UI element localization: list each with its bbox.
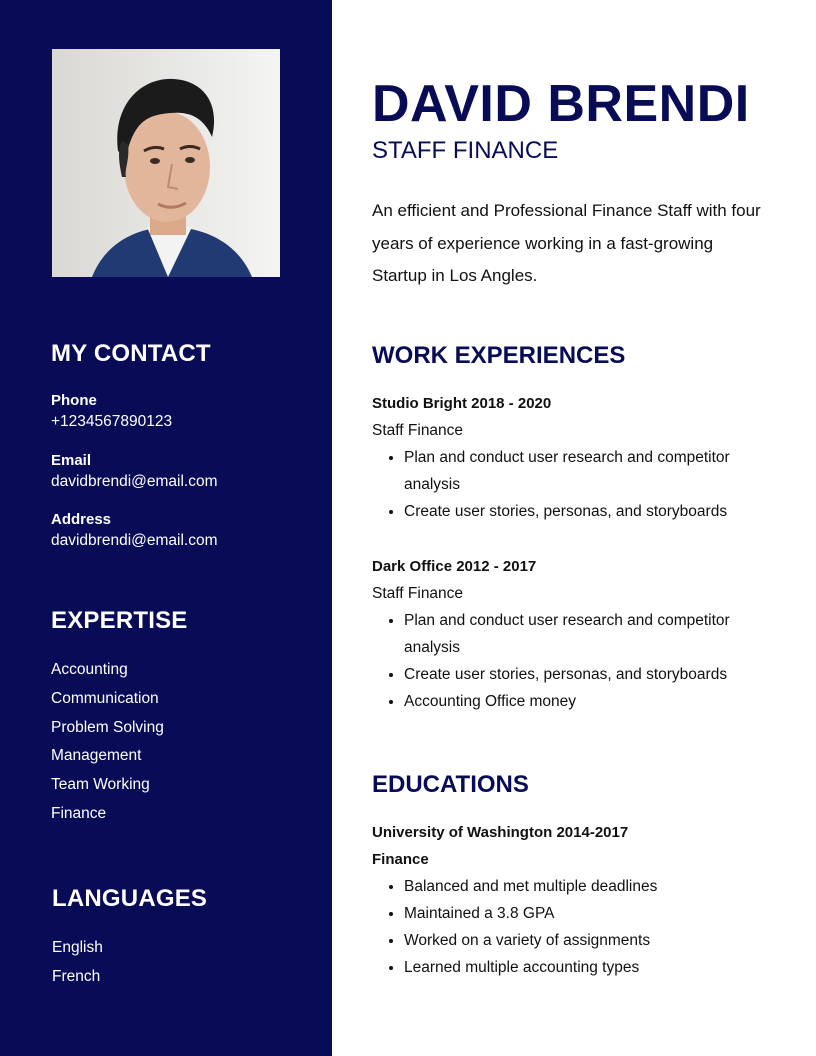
profile-summary: An efficient and Professional Finance Staff with four years of experience working in a fast-growing Startup in Los Angles. bbox=[372, 201, 761, 285]
expertise-item: Problem Solving bbox=[51, 718, 164, 736]
job-entry bbox=[372, 553, 772, 715]
languages-list bbox=[52, 934, 103, 992]
job-role: Staff Finance bbox=[372, 585, 464, 602]
job-entry bbox=[372, 390, 772, 525]
bullet-item: • Accounting Office money bbox=[404, 688, 772, 715]
bullet-item: • Learned multiple accounting types bbox=[404, 954, 772, 981]
job-company: Studio Bright 2018 - 2020 bbox=[372, 395, 552, 412]
job-company: Dark Office 2012 - 2017 bbox=[372, 558, 537, 575]
expertise-item: Team Working bbox=[51, 776, 150, 794]
languages-heading: LANGUAGES bbox=[52, 885, 208, 912]
education-bullets bbox=[372, 873, 772, 981]
language-item: English bbox=[52, 939, 103, 956]
language-item: French bbox=[52, 967, 101, 985]
expertise-item: Management bbox=[51, 747, 142, 765]
job-bullets bbox=[372, 444, 772, 525]
work-heading: WORK EXPERIENCES bbox=[372, 342, 626, 369]
field-of-study: Finance bbox=[372, 851, 429, 868]
job-role: Staff Finance bbox=[372, 422, 464, 439]
bullet-item: • Maintained a 3.8 GPA bbox=[404, 900, 772, 927]
bullet-item: • Worked on a variety of assignments bbox=[404, 927, 772, 954]
expertise-item: Finance bbox=[51, 804, 107, 822]
phone-block bbox=[51, 391, 172, 433]
education-entry bbox=[372, 819, 772, 981]
bullet-item: • Balanced and met multiple deadlines bbox=[404, 873, 772, 900]
expertise-list bbox=[51, 656, 164, 829]
email-block bbox=[51, 451, 218, 493]
address-label: Address bbox=[51, 511, 112, 528]
profile-photo bbox=[52, 49, 280, 277]
expertise-heading: EXPERTISE bbox=[51, 607, 188, 634]
school-name: University of Washington 2014-2017 bbox=[372, 824, 629, 841]
job-bullets bbox=[372, 607, 772, 715]
address-value: davidbrendi@email.com bbox=[51, 532, 218, 549]
email-label: Email bbox=[51, 452, 92, 469]
bullet-item: • Create user stories, personas, and storyboards bbox=[404, 661, 772, 688]
education-heading: EDUCATIONS bbox=[372, 771, 529, 798]
bullet-item: • Plan and conduct user research and competitor analysis bbox=[404, 444, 772, 498]
address-block bbox=[51, 510, 218, 552]
portrait-icon bbox=[52, 49, 280, 277]
expertise-item: Communication bbox=[51, 689, 159, 707]
bullet-item: • Create user stories, personas, and storyboards bbox=[404, 498, 772, 525]
job-title: STAFF FINANCE bbox=[372, 137, 559, 164]
candidate-name: DAVID BRENDI bbox=[372, 75, 750, 133]
email-value: davidbrendi@email.com bbox=[51, 473, 218, 490]
bullet-item: • Plan and conduct user research and competitor analysis bbox=[404, 607, 772, 661]
phone-value: +1234567890123 bbox=[51, 413, 173, 430]
contact-heading: MY CONTACT bbox=[51, 340, 211, 367]
phone-label: Phone bbox=[51, 392, 97, 409]
expertise-item: Accounting bbox=[51, 661, 128, 678]
sidebar bbox=[0, 0, 332, 1056]
